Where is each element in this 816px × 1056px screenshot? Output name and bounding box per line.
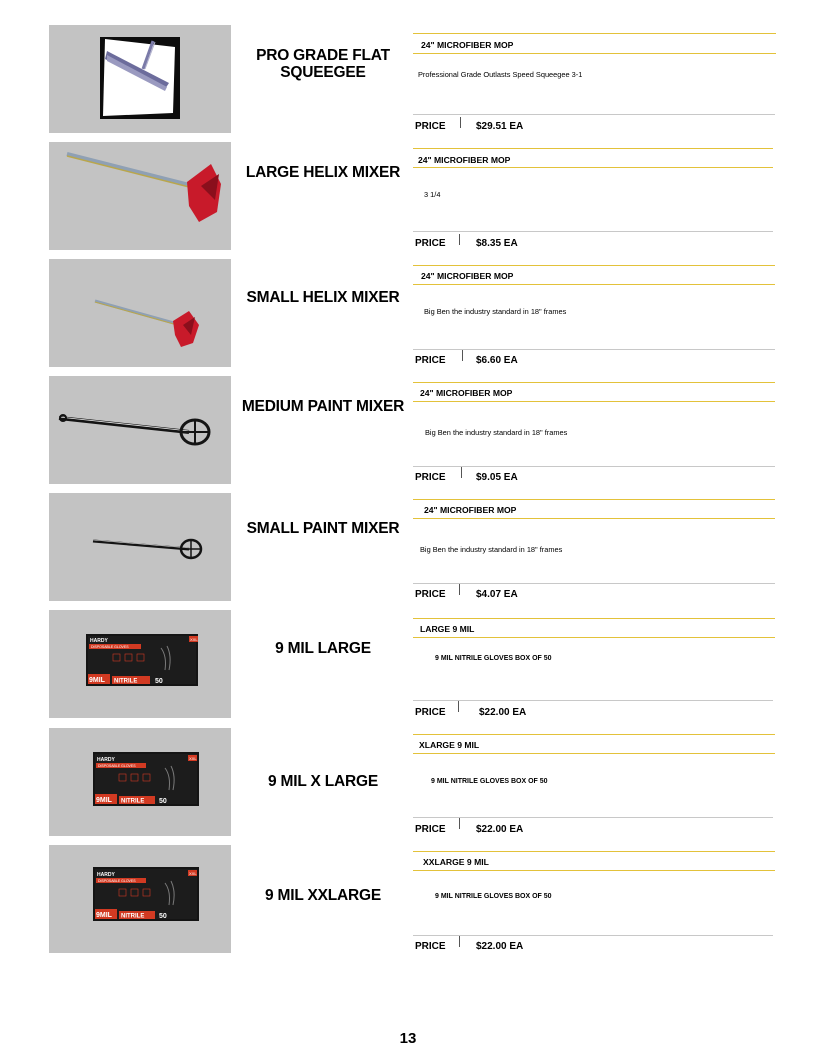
product-image-9-mil-xxlarge bbox=[49, 845, 231, 953]
product-header: 24" MICROFIBER MOP bbox=[420, 388, 513, 398]
divider bbox=[413, 499, 775, 500]
price-value: $22.00 EA bbox=[476, 941, 524, 952]
divider bbox=[413, 284, 775, 285]
price-separator bbox=[459, 584, 460, 595]
divider bbox=[413, 33, 776, 34]
product-image-small-helix-mixer bbox=[49, 259, 231, 367]
glove-mil: 9MIL bbox=[96, 797, 112, 804]
divider bbox=[413, 700, 773, 701]
product-description: Professional Grade Outlasts Speed Squeegee 3-1 bbox=[418, 70, 583, 79]
glove-box-icon bbox=[49, 610, 231, 718]
price-separator bbox=[459, 818, 460, 829]
squeegee-icon bbox=[49, 25, 231, 133]
price-value: $22.00 EA bbox=[476, 824, 524, 835]
divider bbox=[413, 734, 775, 735]
glove-size: XXL bbox=[189, 871, 197, 876]
product-description: Big Ben the industry standard in 18" frames bbox=[420, 545, 563, 554]
glove-brand: HARDY bbox=[90, 638, 108, 644]
glove-subtitle: DISPOSABLE GLOVES bbox=[91, 645, 129, 649]
price-label: PRICE bbox=[415, 824, 446, 835]
product-name: SMALL PAINT MIXER bbox=[246, 520, 400, 537]
divider bbox=[413, 753, 775, 754]
price-value: $6.60 EA bbox=[476, 355, 518, 366]
divider bbox=[413, 817, 773, 818]
product-name: SMALL HELIX MIXER bbox=[246, 289, 400, 306]
product-description: Big Ben the industry standard in 18" frames bbox=[425, 428, 568, 437]
product-header: XXLARGE 9 MIL bbox=[423, 857, 489, 867]
glove-brand: HARDY bbox=[97, 872, 115, 878]
glove-material: NITRILE bbox=[121, 798, 145, 805]
product-description: 3 1/4 bbox=[424, 190, 441, 199]
product-name: PRO GRADE FLAT SQUEEGEE bbox=[256, 47, 390, 81]
product-header: 24" MICROFIBER MOP bbox=[421, 40, 514, 50]
divider bbox=[413, 935, 773, 936]
product-header: LARGE 9 MIL bbox=[420, 624, 475, 634]
glove-box-icon bbox=[49, 728, 231, 836]
product-header: 24" MICROFIBER MOP bbox=[424, 505, 517, 515]
glove-count: 50 bbox=[155, 678, 163, 685]
divider bbox=[413, 870, 775, 871]
price-value: $4.07 EA bbox=[476, 589, 518, 600]
product-name: 9 MIL LARGE bbox=[275, 640, 371, 657]
divider bbox=[413, 167, 773, 168]
price-separator bbox=[460, 117, 461, 128]
divider bbox=[413, 53, 776, 54]
divider bbox=[413, 466, 775, 467]
glove-mil: 9MIL bbox=[89, 677, 105, 684]
product-image-squeegee bbox=[49, 25, 231, 133]
helix-mixer-icon bbox=[49, 142, 231, 250]
product-description: Big Ben the industry standard in 18" frames bbox=[424, 307, 567, 316]
glove-size: XXL bbox=[189, 756, 197, 761]
product-header: XLARGE 9 MIL bbox=[419, 740, 480, 750]
glove-count: 50 bbox=[159, 913, 167, 920]
divider bbox=[413, 382, 775, 383]
divider bbox=[413, 618, 775, 619]
product-image-9-mil-x-large bbox=[49, 728, 231, 836]
price-label: PRICE bbox=[415, 355, 446, 366]
divider bbox=[413, 851, 775, 852]
product-description: 9 MIL NITRILE GLOVES BOX OF 50 bbox=[435, 655, 552, 662]
divider bbox=[413, 401, 775, 402]
product-description: 9 MIL NITRILE GLOVES BOX OF 50 bbox=[431, 778, 548, 785]
price-label: PRICE bbox=[415, 707, 446, 718]
page-number: 13 bbox=[399, 1030, 417, 1047]
divider bbox=[413, 265, 775, 266]
glove-subtitle: DISPOSABLE GLOVES bbox=[98, 764, 136, 768]
paint-mixer-icon bbox=[49, 376, 231, 484]
price-label: PRICE bbox=[415, 472, 446, 483]
glove-material: NITRILE bbox=[121, 913, 145, 920]
product-image-medium-paint-mixer bbox=[49, 376, 231, 484]
divider bbox=[413, 148, 773, 149]
divider bbox=[413, 231, 773, 232]
divider bbox=[413, 349, 775, 350]
price-label: PRICE bbox=[415, 941, 446, 952]
price-separator bbox=[461, 467, 462, 478]
price-separator bbox=[458, 701, 459, 712]
glove-box-icon bbox=[49, 845, 231, 953]
price-separator bbox=[459, 936, 460, 947]
glove-mil: 9MIL bbox=[96, 912, 112, 919]
glove-count: 50 bbox=[159, 798, 167, 805]
price-label: PRICE bbox=[415, 589, 446, 600]
product-header: 24" MICROFIBER MOP bbox=[421, 271, 514, 281]
product-name: 9 MIL XXLARGE bbox=[265, 887, 381, 904]
glove-brand: HARDY bbox=[97, 757, 115, 763]
price-value: $22.00 EA bbox=[479, 707, 527, 718]
divider bbox=[413, 518, 775, 519]
divider bbox=[413, 637, 775, 638]
product-image-large-helix-mixer bbox=[49, 142, 231, 250]
divider bbox=[413, 583, 775, 584]
product-image-small-paint-mixer bbox=[49, 493, 231, 601]
glove-size: XXL bbox=[190, 637, 198, 642]
product-image-9-mil-large bbox=[49, 610, 231, 718]
price-value: $29.51 EA bbox=[476, 121, 524, 132]
divider bbox=[413, 114, 775, 115]
helix-mixer-icon bbox=[49, 259, 231, 367]
paint-mixer-icon bbox=[49, 493, 231, 601]
price-separator bbox=[459, 234, 460, 245]
product-header: 24" MICROFIBER MOP bbox=[418, 155, 511, 165]
glove-material: NITRILE bbox=[114, 678, 138, 685]
product-name: 9 MIL X LARGE bbox=[268, 773, 378, 790]
glove-subtitle: DISPOSABLE GLOVES bbox=[98, 879, 136, 883]
product-description: 9 MIL NITRILE GLOVES BOX OF 50 bbox=[435, 893, 552, 900]
price-separator bbox=[462, 350, 463, 361]
price-label: PRICE bbox=[415, 238, 446, 249]
price-label: PRICE bbox=[415, 121, 446, 132]
product-name: LARGE HELIX MIXER bbox=[245, 164, 401, 181]
price-value: $8.35 EA bbox=[476, 238, 518, 249]
product-name: MEDIUM PAINT MIXER bbox=[241, 398, 405, 415]
price-value: $9.05 EA bbox=[476, 472, 518, 483]
